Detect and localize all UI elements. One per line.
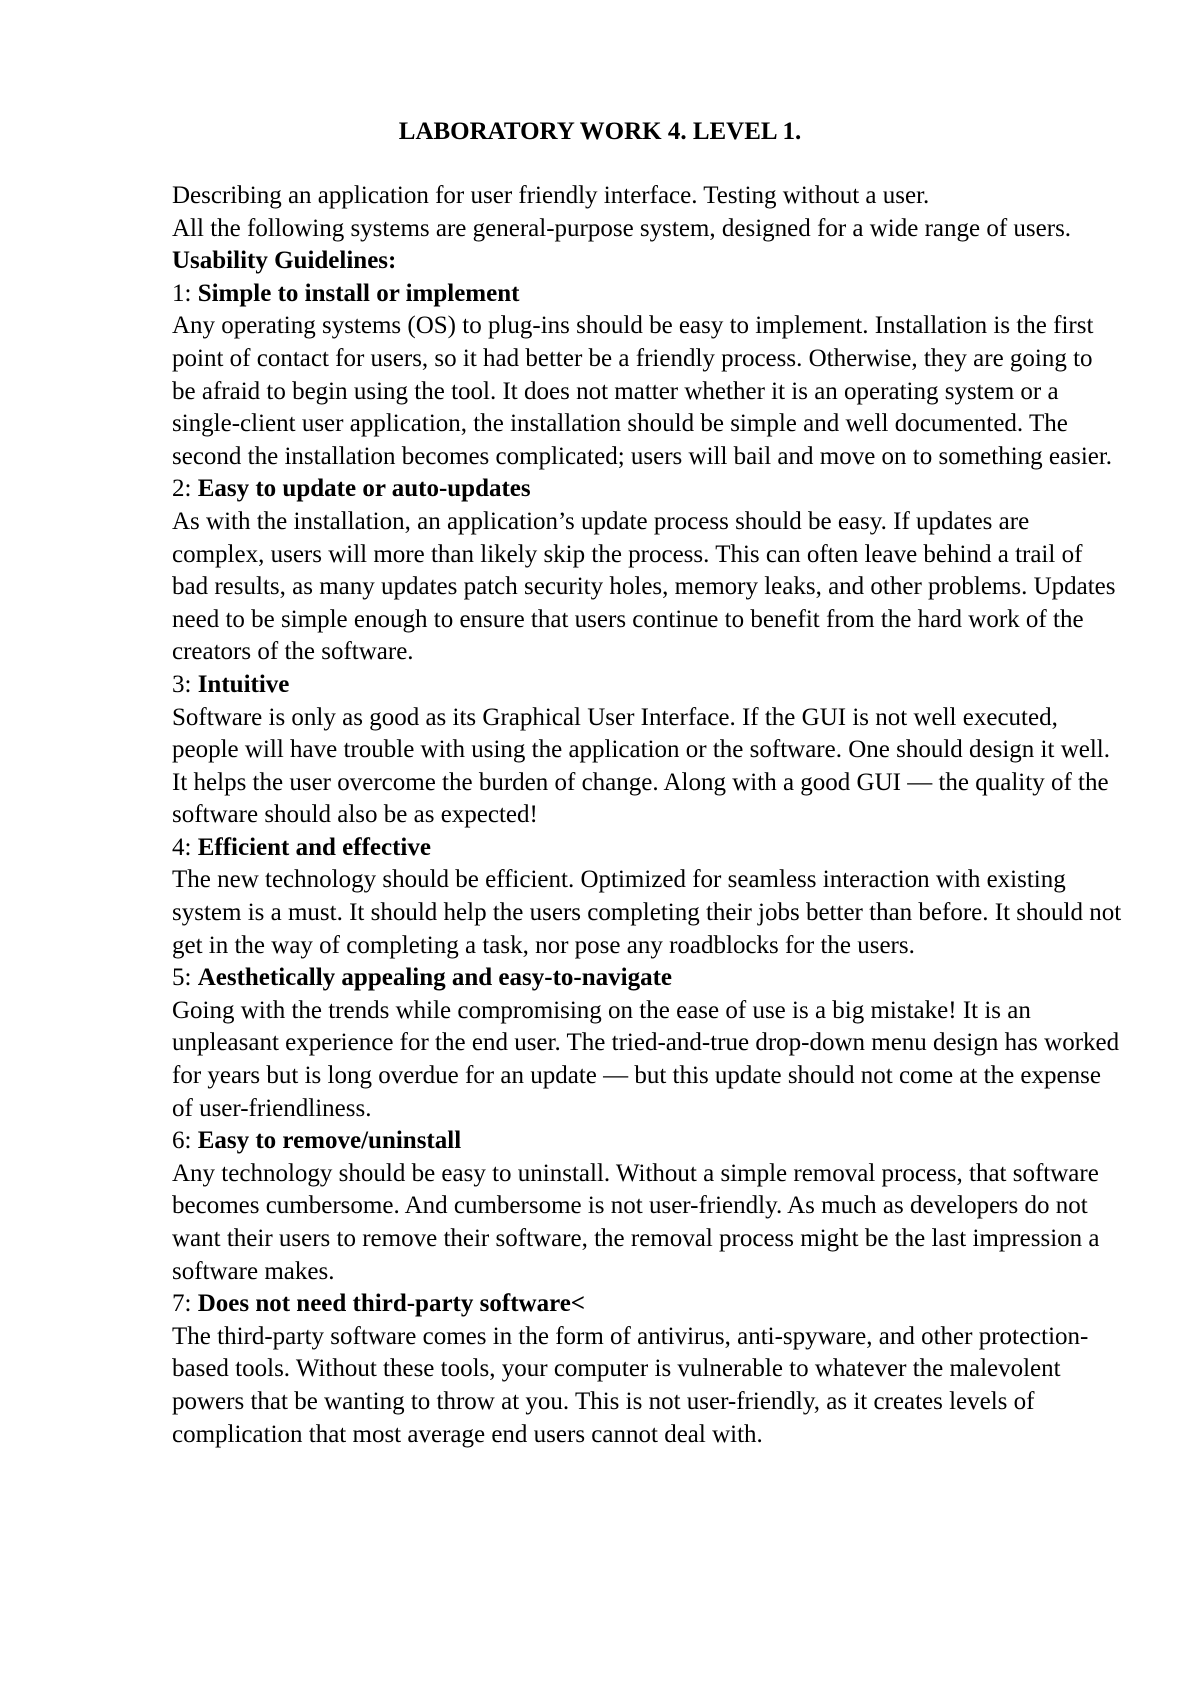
guideline-number: 3: [172,670,192,698]
guideline-title: Does not need third-party software< [197,1290,586,1318]
guideline-text: Software is only as good as its Graphical User Interface. If the GUI is not well executed, people will have trouble with using the application or the software. One should design it well. It helps the user overcome the burden of change. Along with a good GUI — the quality of the software should also be as expected! [172,703,1110,829]
guideline-heading [172,669,1122,702]
guideline-heading [172,473,1122,506]
guideline-2 [172,473,1122,669]
guideline-number: 4: [172,833,192,861]
guideline-text: Any technology should be easy to uninstall. Without a simple removal process, that software becomes cumbersome. And cumbersome is not user-friendly. As much as developers do not want their users to remove their software, the removal process might be the last impression a software makes. [172,1159,1100,1285]
guideline-number: 7: [172,1290,192,1318]
guidelines-heading: Usability Guidelines: [172,247,397,275]
guideline-heading [172,1288,1122,1321]
guideline-6 [172,1125,1122,1288]
guideline-heading [172,832,1122,865]
guideline-title: Efficient and effective [197,833,431,861]
intro-line-1: Describing an application for user friendly interface. Testing without a user. [172,182,930,209]
guideline-number: 2: [172,475,192,503]
guideline-heading [172,1125,1122,1158]
guideline-text: Any operating systems (OS) to plug-ins should be easy to implement. Installation is the first point of contact for users, so it had better be a friendly process. Otherwise, they are going to be afraid to begin using the tool. It does not matter whether it is an operating system or a single-client user application, the installation should be simple and well documented. The second the installation becomes complicated; users will bail and move on to something easier. [172,312,1113,470]
guideline-3 [172,669,1122,832]
document-title: LABORATORY WORK 4. LEVEL 1. [398,118,802,145]
guideline-text: The third-party software comes in the form of antivirus, anti-spyware, and other protection-based tools. Without these tools, your computer is vulnerable to whatever the malevolent powers that be wanting to throw at you. This is not user-friendly, as it creates levels of complication that most average end users cannot deal with. [172,1322,1089,1448]
guideline-4 [172,832,1122,962]
guideline-number: 5: [172,964,192,992]
guideline-1 [172,278,1122,474]
guideline-heading [172,962,1122,995]
guideline-title: Intuitive [197,670,290,698]
guideline-text: The new technology should be efficient. Optimized for seamless interaction with existing system is a must. It should help the users completing their jobs better than before. It should not get in the way of completing a task, nor pose any roadblocks for the users. [172,866,1122,959]
guideline-heading [172,278,1122,311]
guideline-title: Easy to update or auto-updates [197,475,531,503]
guideline-number: 6: [172,1127,192,1155]
guideline-text: Going with the trends while compromising on the ease of use is a big mistake! It is an unpleasant experience for the end user. The tried-and-true drop-down menu design has worked for years but is long overdue for an update — but this update should not come at the expense of user-friendliness. [172,996,1120,1122]
guideline-5 [172,962,1122,1125]
guideline-7 [172,1288,1122,1451]
document-body [172,180,1122,1451]
intro-line-2: All the following systems are general-purpose system, designed for a wide range of users. [172,214,1072,242]
guideline-text: As with the installation, an application’s update process should be easy. If updates are complex, users will more than likely skip the process. This can often leave behind a trail of bad results, as many updates patch security holes, memory leaks, and other problems. Updates need to be simple enough to ensure that users continue to benefit from the hard work of the creators of the software. [172,507,1116,666]
guideline-title: Simple to install or implement [197,279,520,307]
guideline-number: 1: [172,279,192,307]
guideline-title: Aesthetically appealing and easy-to-navigate [197,964,672,992]
guideline-title: Easy to remove/uninstall [197,1127,462,1155]
